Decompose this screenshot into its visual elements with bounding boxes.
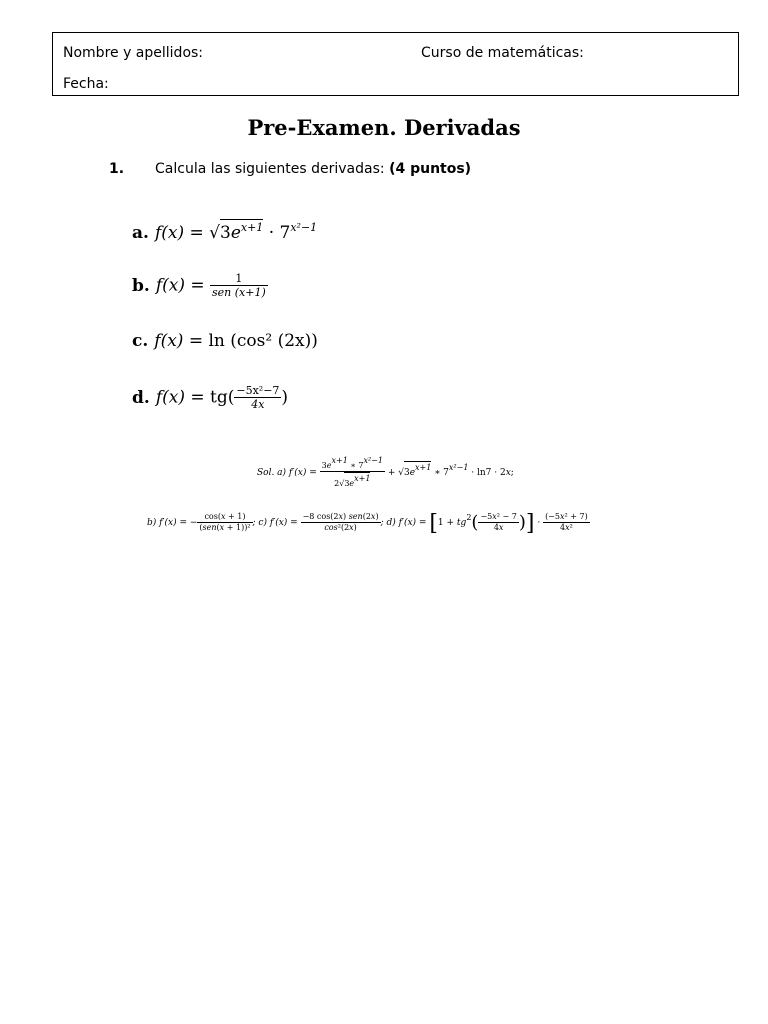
item-a: a. $f(x) = √3e^{x+1} \cdot 7^{x^2-1}$ (132, 221, 318, 243)
item-b: b. f(x) = $\frac{1}{\text{sen (x+1)}}$ (132, 272, 266, 299)
question-text: Calcula las siguientes derivadas: (4 puntos) (155, 161, 472, 177)
question-points: (4 puntos) (389, 161, 472, 177)
item-c: c. f(x) = ln (cos² (2x)) (132, 331, 318, 351)
question-number: 1. (109, 161, 125, 177)
student-info-box (52, 32, 739, 96)
solution-line-1: Sol. a) f′(x) = $\frac{\text{3ex+1 ∗ 7x²−1}}{2√3ex+1}$ + √3ex+1 ∗ 7x²−1 · ln7 · 2x; (257, 456, 514, 488)
name-label: Nombre y apellidos: (63, 45, 204, 61)
date-label: Fecha: (63, 76, 109, 92)
item-d: d. f(x) = tg( $\frac{\text{−5x²−7}}{4x}$ ) (132, 384, 289, 411)
course-label: Curso de matemáticas: (421, 45, 584, 61)
solution-line-2: b) f′(x) = − $\frac{\cos(x + 1)}{\text{(sen(x + 1))²}}$ ; c) f′(x) = $\frac{\text{−8 cos(2x) sen(2x)}}{\text{cos²(2x)}}$ ; d) f′(x) = [1 + tg2( $\frac{\text{−5x² − 7}}{4x}$ )] · $\frac{\text{(−5x² + 7)}}{\text{4x²}}$ (147, 511, 588, 536)
page-title: Pre-Examen. Derivadas (247, 115, 521, 140)
